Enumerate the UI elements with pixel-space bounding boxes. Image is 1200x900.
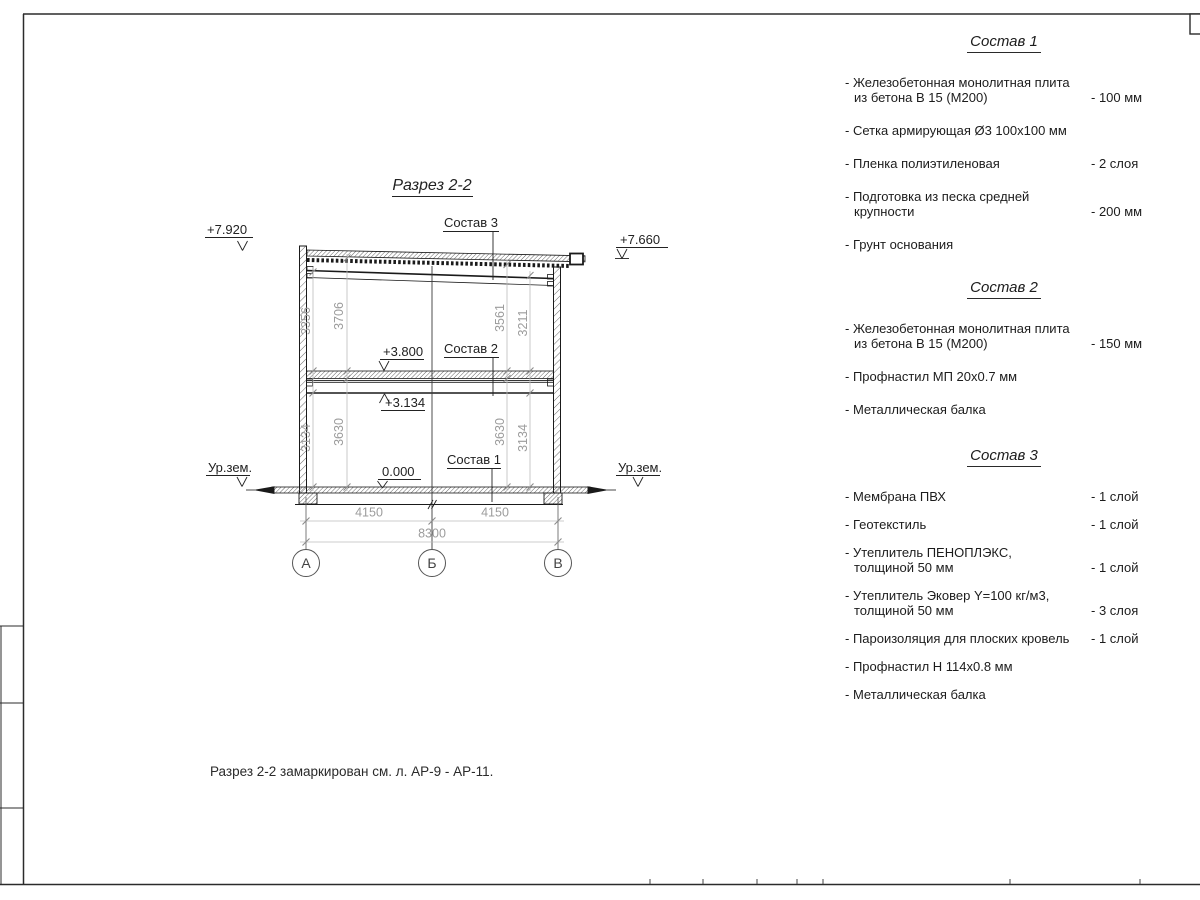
spec-item-value: - 150 мм (1091, 336, 1143, 351)
elevation-3134: +3.134 (385, 395, 426, 410)
spec-item-value: - 200 мм (1091, 204, 1143, 219)
hdim-4150-right: 4150 (481, 505, 509, 520)
spec-item: - Железобетонная монолитная плита из бетона В 15 (М200) - 150 мм (845, 321, 1163, 351)
frame-bottom-ticks (650, 879, 1140, 884)
ground-wing-left (256, 487, 274, 494)
spec-item-value: - 1 слой (1091, 489, 1139, 504)
axis-letter-v: В (553, 555, 563, 571)
spec-item: - Мембрана ПВХ - 1 слой (845, 489, 1163, 504)
spec-item: - Профнастил Н 114х0.8 мм (845, 659, 1013, 674)
spec-item-value: - 3 слоя (1091, 603, 1139, 618)
spec-item: - Пленка полиэтиленовая - 2 слоя (845, 156, 1163, 171)
drawing-caption: Разрез 2-2 замаркирован см. л. АР-9 - АР-11. (210, 764, 494, 779)
spec-section-3-title (845, 448, 1163, 463)
drawing-title: Разрез 2-2 (392, 177, 472, 194)
elevation-7920: +7.920 (207, 222, 248, 237)
ground-level-label-left: Ур.зем. (208, 460, 253, 475)
vdim-3630-left: 3630 (332, 418, 346, 446)
vdim-3134-left: 3134 (299, 424, 313, 452)
spec-item-value: - 100 мм (1091, 90, 1143, 105)
spec-item: - Сетка армирующая Ø3 100х100 мм (845, 123, 1067, 138)
spec-item: - Металлическая балка (845, 402, 986, 417)
spec-section-1-title (845, 34, 1163, 49)
spec-item-value: - 1 слой (1091, 517, 1139, 532)
right-wall (554, 267, 561, 493)
ground-wing-right (588, 487, 606, 494)
vdim-3356: 3356 (299, 307, 313, 335)
left-wall (300, 246, 307, 493)
vdim-3561: 3561 (493, 304, 507, 332)
foundation-right (544, 493, 562, 504)
leader-label-sostav3: Состав 3 (444, 215, 498, 230)
roof-edge-cap (570, 254, 583, 265)
spec-section-2-title (845, 280, 1163, 295)
elevation-3800: +3.800 (383, 344, 424, 359)
frame-corner-box (1190, 14, 1200, 34)
floor-slab (307, 371, 554, 379)
spec-section-2-heading: Состав 2 (967, 279, 1041, 299)
elevation-0000: 0.000 (382, 464, 415, 479)
spec-item: - Утеплитель Эковер Y=100 кг/м3, толщиной 50 мм - 3 слоя (845, 588, 1163, 618)
axis-letter-a: А (301, 555, 311, 571)
vdim-3630-right: 3630 (493, 418, 507, 446)
vdim-3706: 3706 (332, 302, 346, 330)
spec-item: - Пароизоляция для плоских кровель - 1 слой (845, 631, 1163, 646)
hdim-4150-left: 4150 (355, 505, 383, 520)
leader-label-sostav2: Состав 2 (444, 341, 498, 356)
elevation-7660: +7.660 (620, 232, 661, 247)
spec-item-value: - 1 слой (1091, 631, 1139, 646)
hdim-8300: 8300 (418, 526, 446, 541)
vdim-3211: 3211 (516, 309, 530, 337)
spec-item-value: - 2 слоя (1091, 156, 1139, 171)
spec-section-3-heading: Состав 3 (967, 447, 1041, 467)
spec-item: - Грунт основания (845, 237, 954, 252)
spec-item: - Утеплитель ПЕНОПЛЭКС, толщиной 50 мм - 1 слой (845, 545, 1163, 575)
spec-item: - Геотекстиль - 1 слой (845, 517, 1163, 532)
vdim-3134-right: 3134 (516, 424, 530, 452)
ground-slab (272, 487, 590, 493)
axis-letter-b: Б (427, 555, 437, 571)
spec-item-value: - 1 слой (1091, 560, 1139, 575)
elevation-marks (205, 222, 668, 488)
leader-label-sostav1: Состав 1 (447, 452, 501, 467)
spec-section-1 (845, 34, 1163, 270)
building-section (246, 246, 616, 509)
spec-section-1-heading: Состав 1 (967, 33, 1041, 53)
foundation-left (299, 493, 317, 504)
spec-item: - Профнастил МП 20х0.7 мм (845, 369, 1018, 384)
roof-beam-line (307, 271, 553, 279)
spec-item: - Металлическая балка (845, 687, 986, 702)
spec-section-3 (845, 448, 1163, 715)
ground-level-label-right: Ур.зем. (618, 460, 663, 475)
spec-item: - Подготовка из песка средней крупности - 200 мм (845, 189, 1163, 219)
spec-item: - Железобетонная монолитная плита из бетона В 15 (М200) - 100 мм (845, 75, 1163, 105)
spec-section-2 (845, 280, 1163, 435)
frame-left-cells (0, 626, 23, 884)
